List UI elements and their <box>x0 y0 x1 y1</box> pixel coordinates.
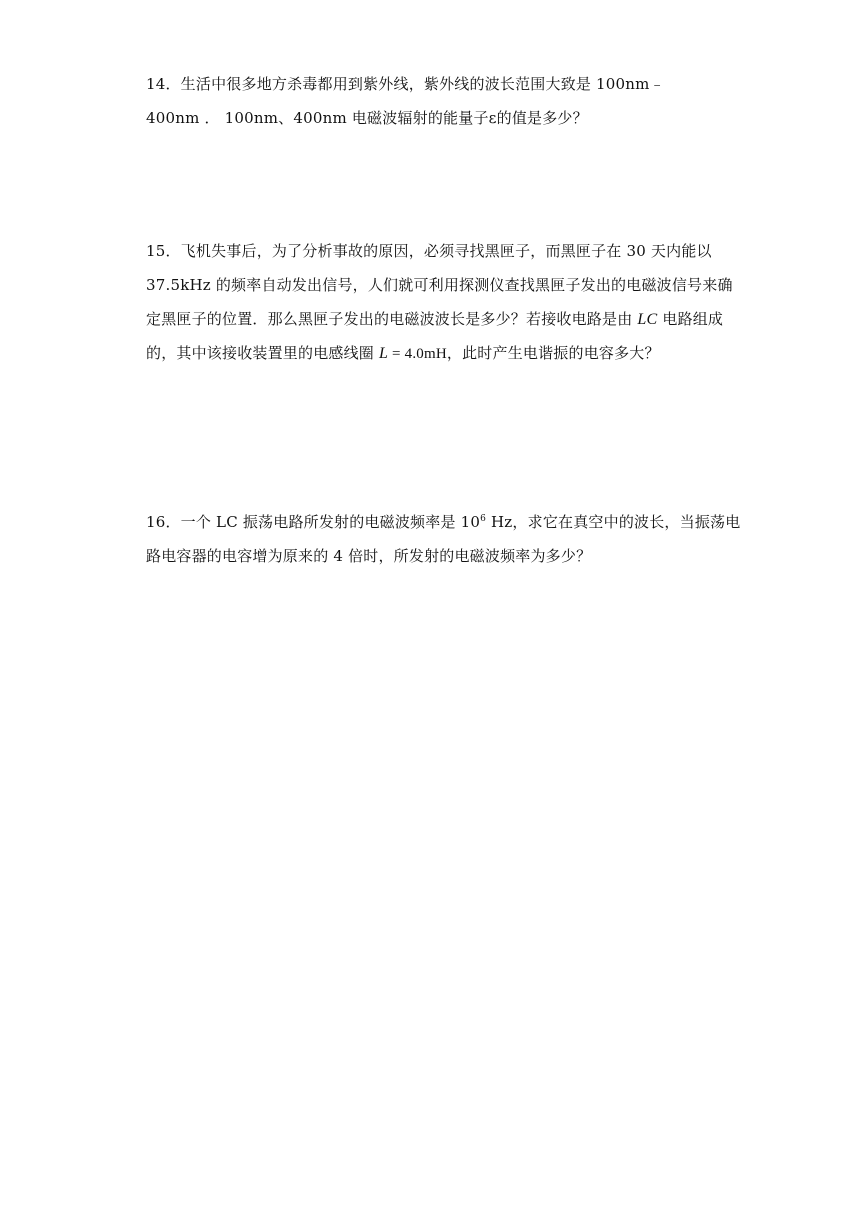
inductance-symbol: L <box>378 345 389 362</box>
question-16-line-1 <box>146 505 741 539</box>
question-15-line-3-text-a: 定黑匣子的位置．那么黑匣子发出的电磁波波长是多少？若接收电路是由 <box>146 310 638 328</box>
inductance-value: = 4.0mH <box>388 346 447 362</box>
lc-symbol: LC <box>637 311 658 328</box>
question-15-line-2: 37.5kHz 的频率自动发出信号，人们就可利用探测仪查找黑匣子发出的电磁波信号来确 <box>146 276 733 294</box>
question-15 <box>146 234 733 370</box>
question-15-line-4-text-a: 的，其中该接收装置里的电感线圈 <box>146 344 379 362</box>
question-16 <box>146 505 741 573</box>
question-15-line-4-text-b: ，此时产生电谐振的电容多大？ <box>446 344 660 362</box>
question-15-line-3 <box>146 302 726 336</box>
question-14 <box>146 67 726 135</box>
frequency-exponent: 6 <box>480 514 487 524</box>
question-15-line-1: 15．飞机失事后，为了分析事故的原因，必须寻找黑匣子，而黑匣子在 30 天内能以 <box>146 242 712 260</box>
question-15-line-3-text-b: 电路组成 <box>657 310 724 328</box>
question-14-line-1: 14．生活中很多地方杀毒都用到紫外线，紫外线的波长范围大致是 100nm﹣ <box>146 75 665 93</box>
question-16-line-1-text-b: Hz，求它在真空中的波长，当振荡电 <box>486 513 741 531</box>
question-16-line-2: 路电容器的电容增为原来的 4 倍时，所发射的电磁波频率为多少？ <box>146 547 592 565</box>
question-14-line-2: 400nm ． 100nm、400nm 电磁波辐射的能量子ε的值是多少？ <box>146 109 588 127</box>
question-15-line-4 <box>146 336 726 370</box>
question-16-line-1-text-a: 16．一个 LC 振荡电路所发射的电磁波频率是 10 <box>146 513 481 531</box>
